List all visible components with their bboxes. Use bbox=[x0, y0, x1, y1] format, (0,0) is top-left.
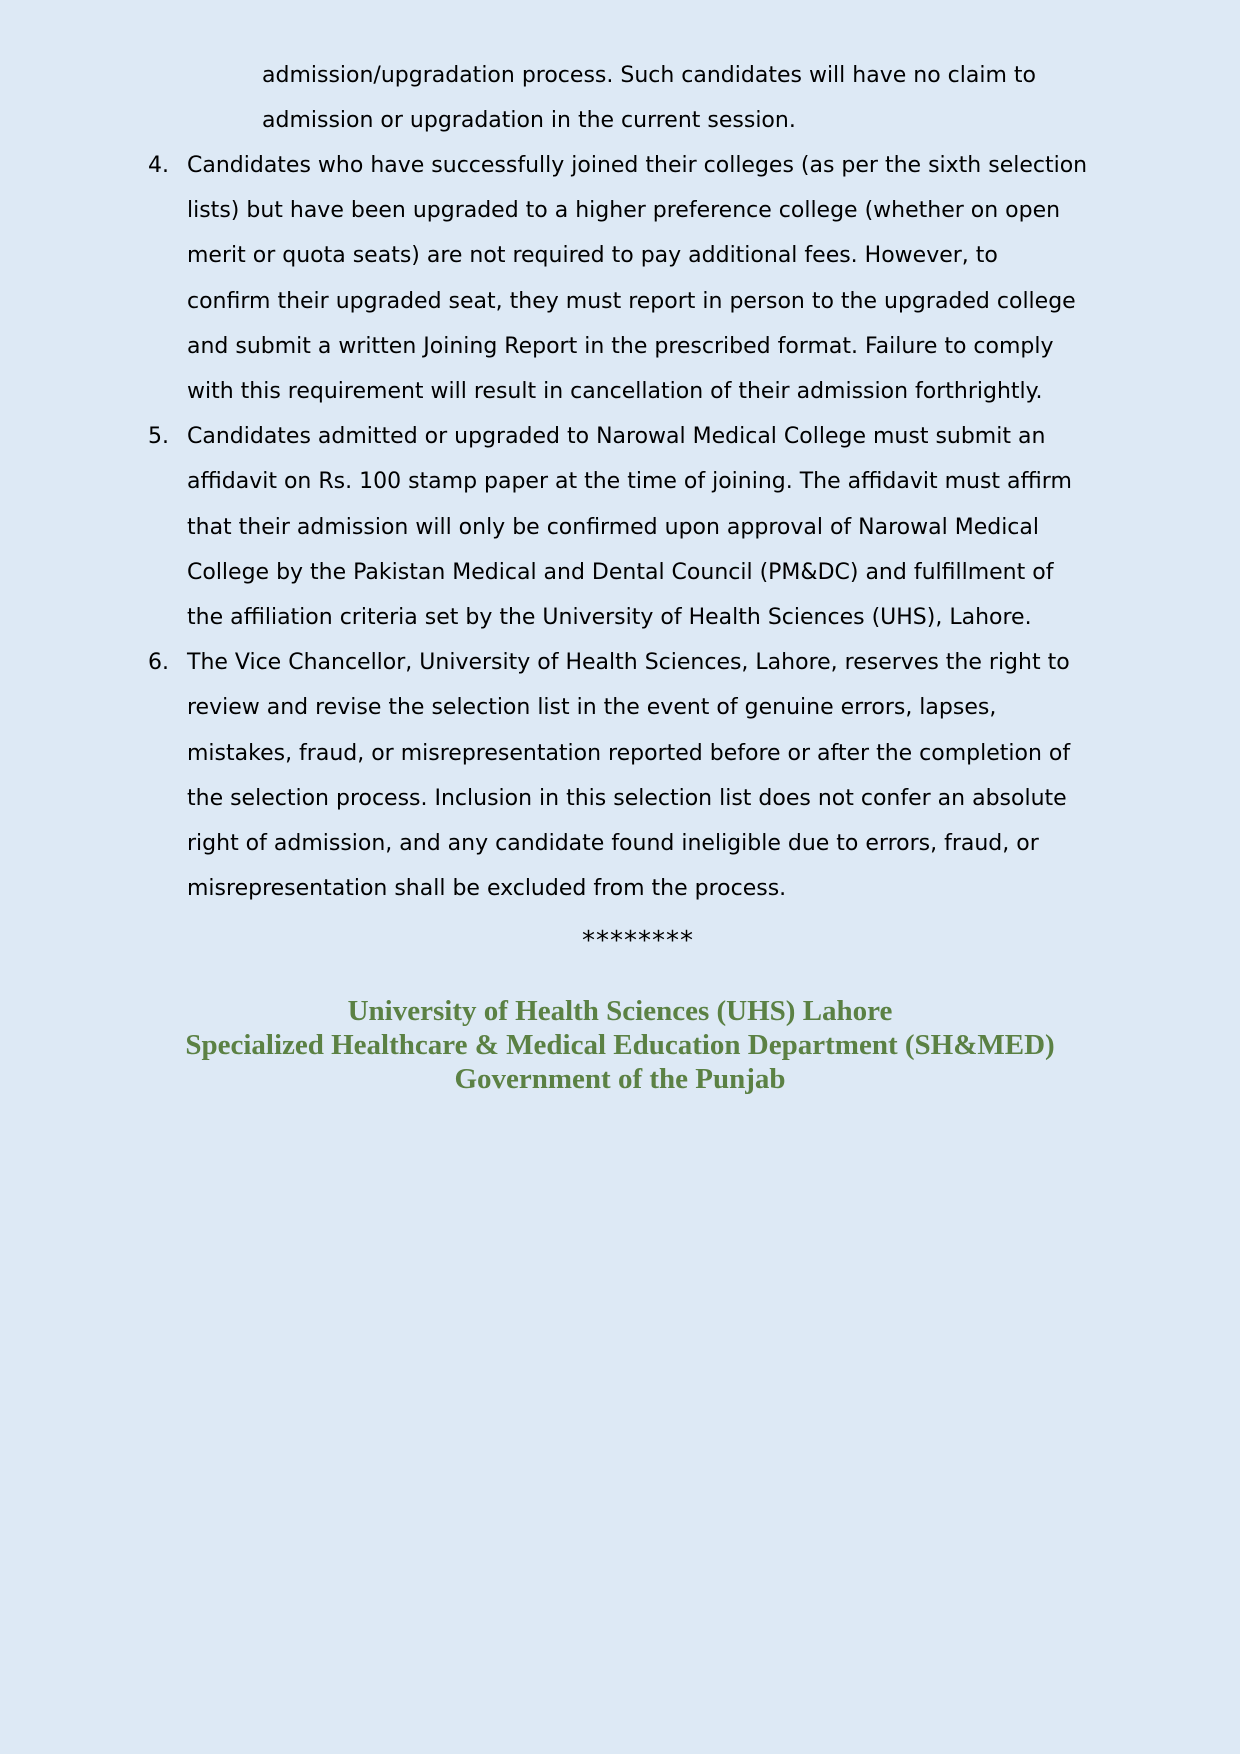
list-item-number: 6. bbox=[148, 650, 169, 676]
list-item bbox=[148, 414, 1098, 640]
continued-line-1: admission/upgradation process. Such candidates will have no claim to bbox=[262, 63, 1036, 88]
list-item bbox=[148, 143, 1098, 414]
footer-department-name: Specialized Healthcare & Medical Education Department (SH&MED) bbox=[185, 1029, 1055, 1061]
list-item bbox=[148, 640, 1098, 911]
continued-paragraph bbox=[262, 53, 1122, 143]
list-item-number: 4. bbox=[148, 153, 169, 178]
separator-asterisks: ******** bbox=[582, 926, 694, 956]
list-item-text: Candidates admitted or upgraded to Narowal Medical College must submit an affidavit on Rs. 100 stamp paper at the time of joining. The affidavit must affirm that their admission will only be confirmed upon approval of Narowal Medical College by the Pakistan Medical and Dental Council (PM&DC) and fulfillment of the affiliation criteria set by the University of Health Sciences (UHS), Lahore. bbox=[187, 424, 1072, 631]
footer-government-name: Government of the Punjab bbox=[454, 1063, 786, 1095]
list-item-number: 5. bbox=[148, 424, 169, 450]
continued-line-2: admission or upgradation in the current session. bbox=[262, 108, 796, 133]
list-item-text: Candidates who have successfully joined their colleges (as per the sixth selection lists) but have been upgraded to a higher preference college (whether on open merit or quota seats) are not required to pay additional fees. However, to confirm their upgraded seat, they must report in person to the upgraded college and submit a written Joining Report in the prescribed format. Failure to comply with this requirement will result in cancellation of their admission forthrightly. bbox=[187, 153, 1088, 405]
issuing-authority-footer bbox=[0, 994, 1240, 1096]
footer-university-name: University of Health Sciences (UHS) Lahore bbox=[347, 995, 893, 1027]
list-item-text: The Vice Chancellor, University of Health Sciences, Lahore, reserves the right to review and revise the selection list in the event of genuine errors, lapses, mistakes, fraud, or misrepresentation reported before or after the completion of the selection process. Inclusion in this selection list does not confer an absolute right of admission, and any candidate found ineligible due to errors, fraud, or misrepresentation shall be excluded from the process. bbox=[187, 650, 1071, 902]
conditions-list bbox=[148, 143, 1098, 911]
